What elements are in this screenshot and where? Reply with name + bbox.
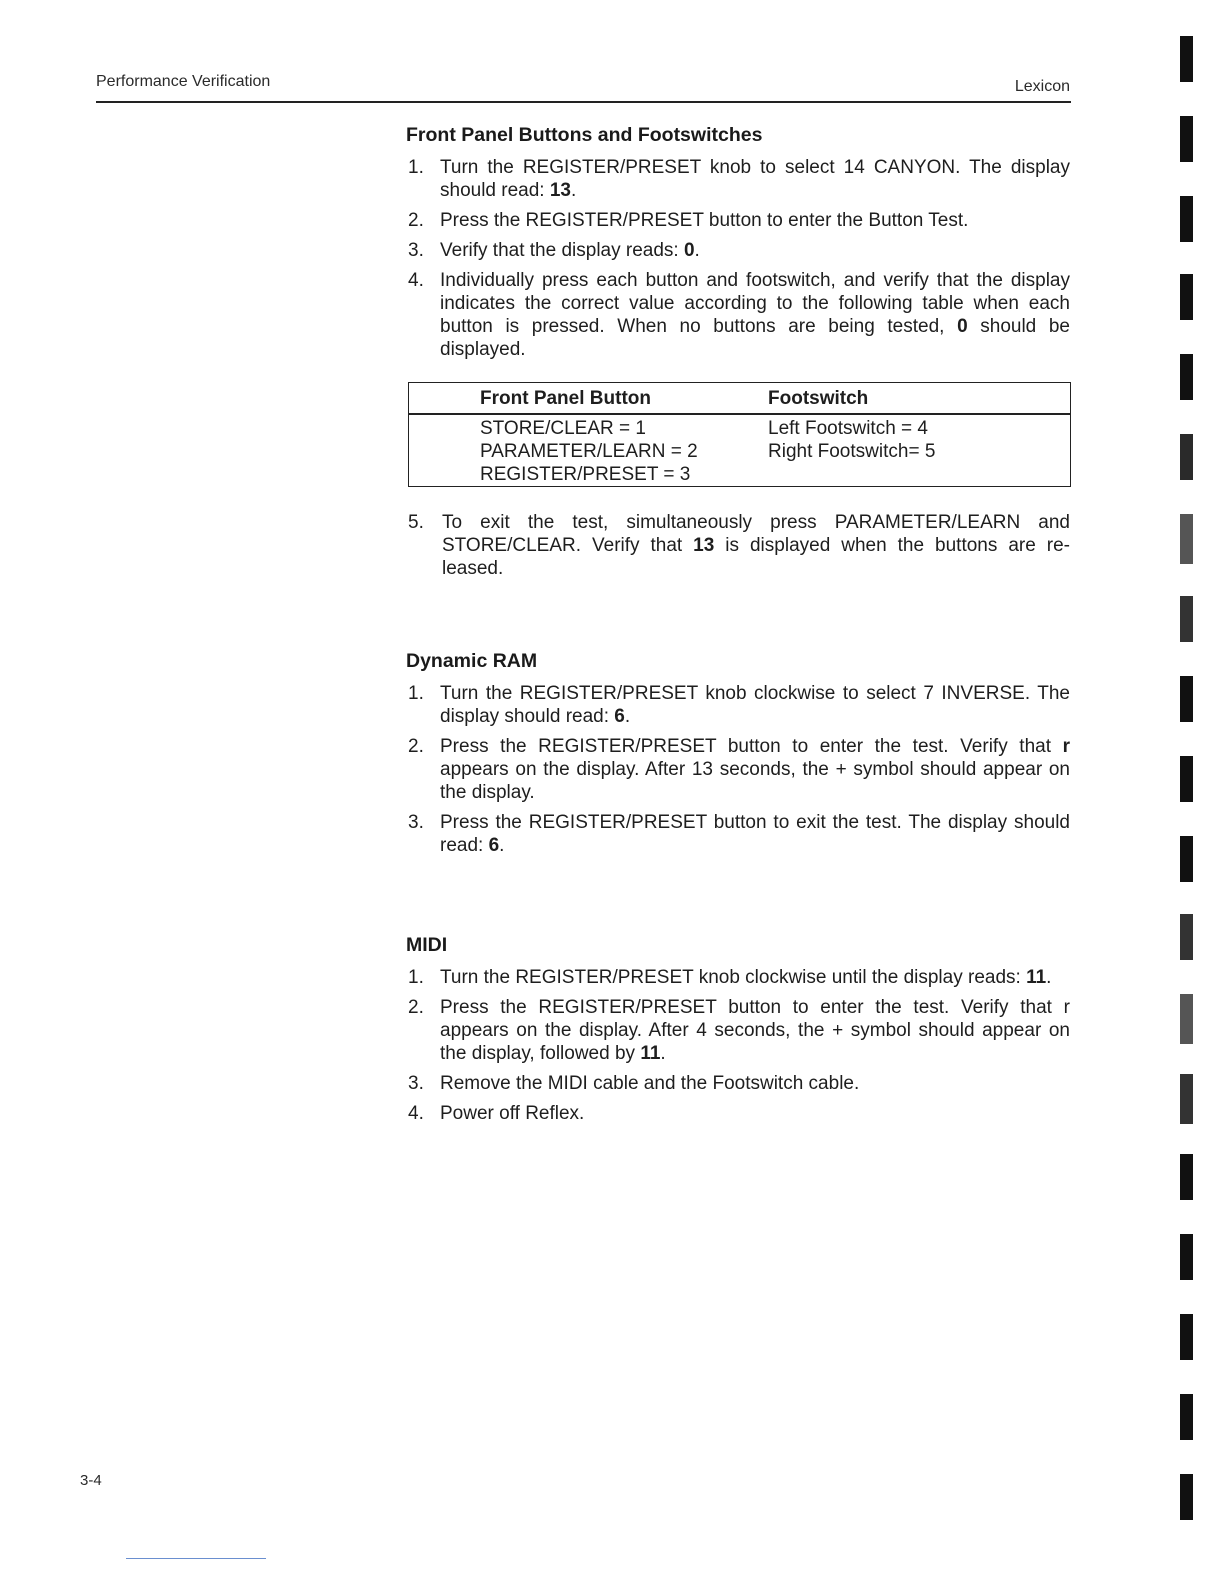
table-header-footswitch: Footswitch	[768, 388, 869, 409]
step-text: Turn the REGISTER/PRESET knob clockwise to select 7 INVERSE. The display should read:	[440, 683, 1070, 727]
step-value: 11	[1026, 967, 1047, 988]
header-rule	[96, 101, 1071, 103]
button-value-table	[408, 382, 1071, 487]
step-text: Individually press each button and footswitch, and verify that the display indicates the correct value according to the following table when each button is pressed. When no buttons are being tested,	[440, 270, 1070, 337]
step-number: 5.	[408, 512, 424, 533]
step-number: 4.	[408, 1103, 424, 1124]
binder-mark	[1180, 914, 1193, 960]
bottom-edge-line	[126, 1558, 266, 1559]
table-header-front-panel: Front Panel Button	[480, 388, 651, 409]
table-cell: Right Footswitch= 5	[768, 441, 936, 462]
section-midi	[406, 934, 1070, 1132]
table-cell: Left Footswitch = 4	[768, 418, 928, 439]
step-text: Verify that the display reads:	[440, 240, 684, 261]
steps-list	[406, 682, 1070, 857]
step-item	[406, 209, 1070, 232]
step-item	[406, 511, 1070, 580]
step-item	[406, 811, 1070, 857]
table-cell: PARAMETER/LEARN = 2	[480, 441, 698, 462]
binder-mark	[1180, 354, 1193, 400]
step-item	[406, 1072, 1070, 1095]
step-value: 0	[957, 316, 968, 337]
binder-mark	[1180, 1314, 1193, 1360]
step-item	[406, 735, 1070, 804]
binder-mark	[1180, 514, 1193, 564]
step-number: 3.	[408, 1073, 424, 1094]
binder-mark	[1180, 1074, 1193, 1124]
step-tail: .	[694, 240, 700, 261]
step-number: 1.	[408, 683, 424, 704]
step-tail: .	[1046, 967, 1052, 988]
binder-mark	[1180, 434, 1193, 480]
step-item	[406, 996, 1070, 1065]
step-text: Press the REGISTER/PRESET button to enter the test. Verify that	[440, 736, 1063, 757]
binder-mark	[1180, 676, 1193, 722]
steps-list	[406, 156, 1070, 361]
step-value: 0	[683, 240, 695, 261]
step-item	[406, 239, 1070, 262]
step-number: 3.	[408, 240, 424, 261]
step-item	[406, 682, 1070, 728]
step-text: Power off Reflex.	[440, 1103, 585, 1124]
section-title: Dynamic RAM	[406, 650, 538, 672]
step-text: To exit the test, simultaneously press PARAMETER/LEARN and STORE/CLEAR. Verify that	[442, 512, 1070, 556]
step-tail: .	[499, 835, 505, 856]
binder-mark	[1180, 1234, 1193, 1280]
step-number: 4.	[408, 270, 424, 291]
step-text: Turn the REGISTER/PRESET knob to select 14 CANYON. The display should read:	[440, 157, 1070, 201]
step-number: 2.	[408, 210, 424, 231]
step-value: 11	[640, 1043, 661, 1064]
step-text: Press the REGISTER/PRESET button to enter the test. Verify that r appears on the display. After 4 seconds, the + symbol should appear on the display, followed by	[440, 997, 1070, 1064]
step-text: Remove the MIDI cable and the Footswitch cable.	[440, 1073, 860, 1094]
section-front-panel-step5	[406, 511, 1070, 587]
binder-mark	[1180, 994, 1193, 1044]
table-header-rule	[409, 413, 1070, 415]
table-cell: REGISTER/PRESET = 3	[480, 464, 691, 485]
step-item	[406, 156, 1070, 202]
step-number: 2.	[408, 997, 424, 1018]
step-number: 2.	[408, 736, 424, 757]
binder-mark	[1180, 756, 1193, 802]
step-text: Turn the REGISTER/PRESET knob clockwise until the display reads:	[440, 967, 1027, 988]
binder-mark	[1180, 1474, 1193, 1520]
step-tail: appears on the display. After 13 seconds, the + symbol should appear on the display.	[440, 759, 1070, 803]
step-tail: should be displayed.	[440, 316, 1070, 360]
step-item	[406, 1102, 1070, 1125]
step-item	[406, 966, 1070, 989]
section-title: Front Panel Buttons and Footswitches	[406, 124, 763, 146]
step-number: 1.	[408, 157, 424, 178]
running-header-brand: Lexicon	[1014, 78, 1070, 95]
step-value: 13	[693, 535, 715, 556]
steps-list	[406, 511, 1070, 580]
step-tail: is displayed when the buttons are re-leased.	[442, 535, 1070, 579]
step-number: 1.	[408, 967, 424, 988]
step-value: 6	[614, 706, 625, 727]
section-title: MIDI	[406, 934, 448, 956]
page-number: 3-4	[80, 1472, 102, 1489]
binder-mark	[1180, 116, 1193, 162]
table-cell: STORE/CLEAR = 1	[480, 418, 646, 439]
step-text: Press the REGISTER/PRESET button to exit the test. The display should read:	[440, 812, 1070, 856]
binder-mark	[1180, 36, 1193, 82]
step-value: r	[1062, 736, 1070, 757]
step-tail: .	[571, 180, 577, 201]
step-item	[406, 269, 1070, 361]
binder-mark	[1180, 1394, 1193, 1440]
step-text: Press the REGISTER/PRESET button to enter the Button Test.	[440, 210, 969, 231]
binder-mark	[1180, 1154, 1193, 1200]
section-front-panel	[406, 124, 1070, 368]
step-number: 3.	[408, 812, 424, 833]
binder-mark	[1180, 596, 1193, 642]
binder-mark	[1180, 836, 1193, 882]
step-tail: .	[660, 1043, 666, 1064]
running-header-title: Performance Verification	[96, 73, 271, 90]
section-dynamic-ram	[406, 650, 1070, 864]
table-column-buttons	[480, 417, 698, 486]
binder-mark	[1180, 274, 1193, 320]
step-value: 6	[488, 835, 500, 856]
steps-list	[406, 966, 1070, 1125]
table-column-footswitches	[768, 417, 935, 463]
binder-mark	[1180, 196, 1193, 242]
step-value: 13	[549, 180, 571, 201]
step-tail: .	[624, 706, 631, 727]
